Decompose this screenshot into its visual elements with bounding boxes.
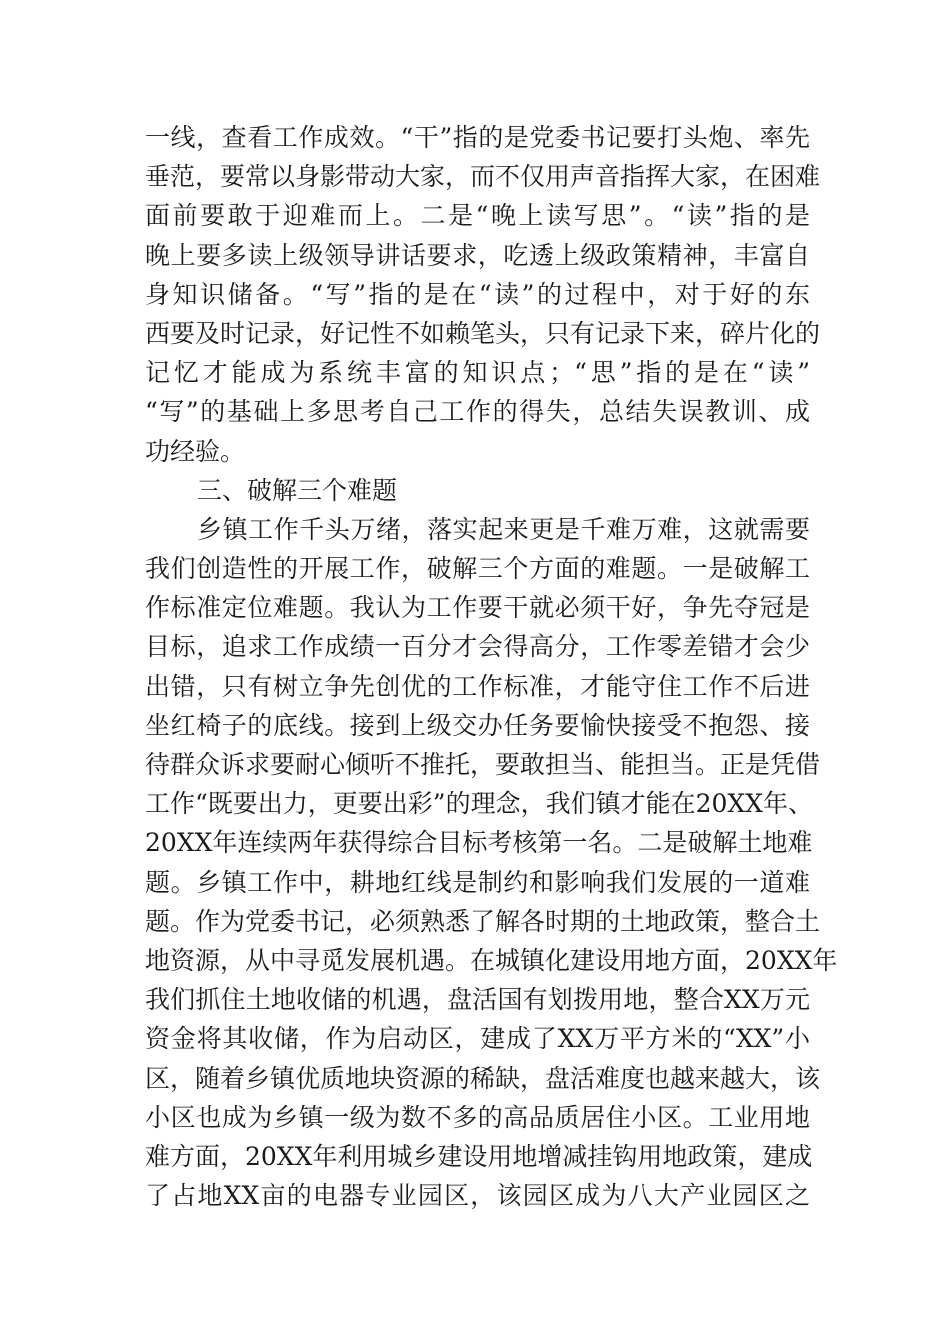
text-line: 小区也成为乡镇一级为数不多的高品质居住小区。工业用地 xyxy=(145,1102,810,1132)
text-line: 地资源，从中寻觅发展机遇。在城镇化建设用地方面，20XX年 xyxy=(145,945,838,975)
text-line: 作标准定位难题。我认为工作要干就必须干好，争先夺冠是 xyxy=(145,593,810,623)
text-line: 晚上要多读上级领导讲话要求，吃透上级政策精神，丰富自 xyxy=(145,240,810,270)
document-page xyxy=(145,118,838,1215)
text-line: 功经验。 xyxy=(145,436,246,466)
text-line: 面前要敢于迎难而上。二是“晚上读写思”。“读”指的是 xyxy=(145,201,810,231)
text-line: 目标，追求工作成绩一百分才会得高分，工作零差错才会少 xyxy=(145,632,810,662)
text-line: 我们抓住土地收储的机遇，盘活国有划拨用地，整合XX万元 xyxy=(145,985,810,1015)
text-line: 我们创造性的开展工作，破解三个方面的难题。一是破解工 xyxy=(145,554,810,584)
section-heading: 三、破解三个难题 xyxy=(197,475,398,505)
text-line: 区，随着乡镇优质地块资源的稀缺，盘活难度也越来越大，该 xyxy=(145,1063,821,1093)
text-line: 资金将其收储，作为启动区，建成了XX万平方米的“XX”小 xyxy=(145,1024,810,1054)
paragraph-first-line: 乡镇工作千头万绪，落实起来更是千难万难，这就需要 xyxy=(197,514,810,544)
text-line: 垂范，要常以身影带动大家，而不仅用声音指挥大家，在困难 xyxy=(145,162,821,192)
text-line: 难方面，20XX年利用城乡建设用地增减挂钩用地政策，建成 xyxy=(145,1141,813,1171)
text-line: 身知识储备。“写”指的是在“读”的过程中，对于好的东 xyxy=(145,279,810,309)
text-line: 坐红椅子的底线。接到上级交办任务要愉快接受不抱怨、接 xyxy=(145,710,810,740)
text-line: 待群众诉求要耐心倾听不推托，要敢担当、能担当。正是凭借 xyxy=(145,750,821,779)
text-line: 20XX年连续两年获得综合目标考核第一名。二是破解土地难 xyxy=(145,828,813,858)
text-line: 一线，查看工作成效。“干”指的是党委书记要打头炮、率先 xyxy=(145,123,810,152)
text-line: 题。作为党委书记，必须熟悉了解各时期的土地政策，整合土 xyxy=(145,906,821,936)
text-line: 工作“既要出力，更要出彩”的理念，我们镇才能在20XX年、 xyxy=(145,789,813,819)
text-line: 西要及时记录，好记性不如赖笔头，只有记录下来，碎片化的 xyxy=(145,318,821,348)
text-line: “写”的基础上多思考自己工作的得失，总结失误教训、成 xyxy=(145,397,810,427)
text-line: 了占地XX亩的电器专业园区，该园区成为八大产业园区之 xyxy=(145,1181,810,1211)
text-line: 记忆才能成为系统丰富的知识点；“思”指的是在“读” xyxy=(145,358,810,388)
text-line: 题。乡镇工作中，耕地红线是制约和影响我们发展的一道难 xyxy=(145,867,810,897)
text-line: 出错，只有树立争先创优的工作标准，才能守住工作不后进 xyxy=(145,671,810,701)
